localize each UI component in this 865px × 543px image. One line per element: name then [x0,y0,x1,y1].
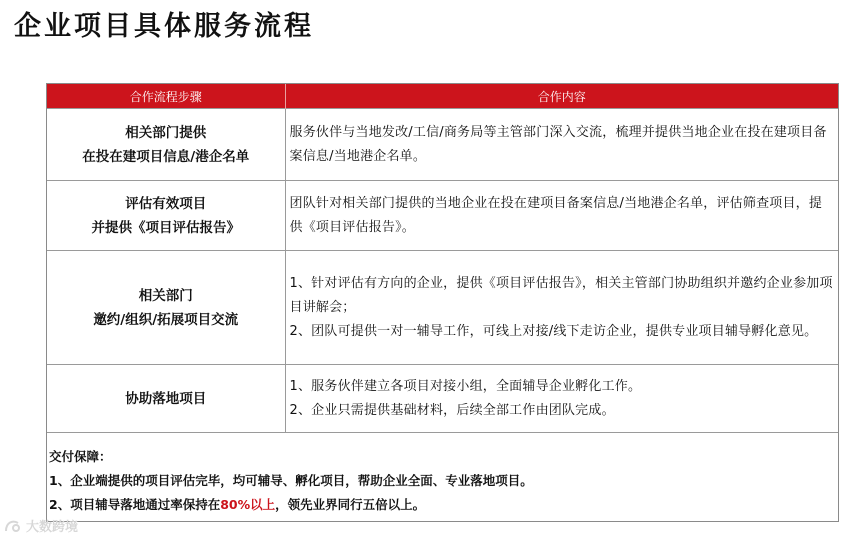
column-header-content: 合作内容 [285,84,838,109]
delivery-guarantee [47,433,838,522]
step-cell [47,181,285,251]
content-cell [285,181,838,251]
watermark-text: 大数跨境 [26,520,79,535]
table-row [47,251,838,365]
step-cell [47,365,285,433]
step-line: 邀约/组织/拓展项目交流 [93,311,239,328]
table-row [47,181,838,251]
content-text: 2、企业只需提供基础材料，后续全部工作由团队完成。 [289,402,615,418]
step-line: 协助落地项目 [125,390,207,407]
content-text: 服务伙伴与当地发改/工信/商务局等主管部门深入交流，梳理并提供当地企业在投在建项目备案信息/当地港企名单。 [289,124,827,164]
content-text: 2、团队可提供一对一辅导工作，可线上对接/线下走访企业，提供专业项目辅导孵化意见。 [289,323,818,339]
step-line: 评估有效项目 [125,195,207,212]
table-row [47,109,838,181]
table-row [47,365,838,433]
step-line: 相关部门提供 [125,124,207,141]
page-title: 企业项目具体服务流程 [14,11,314,42]
footer-line-2-suffix: ，领先业界同行五倍以上。 [275,497,426,512]
footer-line-2-prefix: 2、项目辅导落地通过率保持在 [49,497,221,512]
table-header-row [47,84,838,109]
step-cell [47,109,285,181]
watermark [4,516,78,535]
footer-heading: 交付保障： [49,449,112,464]
content-text: 1、针对评估有方向的企业，提供《项目评估报告》，相关主管部门协助组织并邀约企业参加项目讲解会； [289,275,833,315]
watermark-logo-icon [4,518,22,534]
step-line: 相关部门 [138,287,193,304]
column-header-step: 合作流程步骤 [47,84,285,109]
step-cell [47,251,285,365]
step-line: 在投在建项目信息/港企名单 [82,148,250,165]
footer-row [47,433,838,522]
content-cell [285,251,838,365]
content-cell [285,365,838,433]
service-process-table [46,83,839,522]
content-text: 团队针对相关部门提供的当地企业在投在建项目备案信息/当地港企名单，评估筛查项目，提供《项目评估报告》。 [289,195,823,235]
content-cell [285,109,838,181]
footer-line-2 [49,493,838,517]
pass-rate-highlight: 80%以上 [220,497,276,512]
content-text: 1、服务伙伴建立各项目对接小组，全面辅导企业孵化工作。 [289,378,642,394]
footer-line-1: 1、企业端提供的项目评估完毕，均可辅导、孵化项目，帮助企业全面、专业落地项目。 [49,473,533,488]
step-line: 并提供《项目评估报告》 [91,219,240,236]
